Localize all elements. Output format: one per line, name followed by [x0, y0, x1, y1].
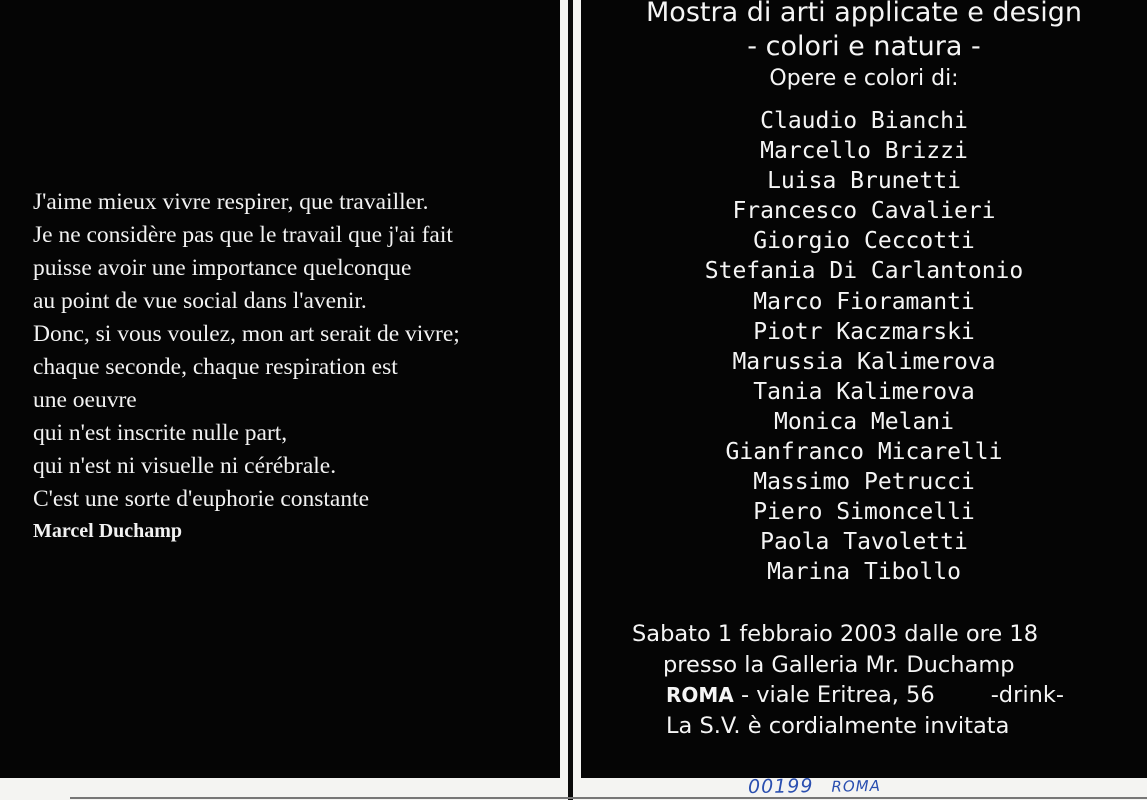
quote-line: qui n'est inscrite nulle part,	[33, 420, 288, 446]
artist-name: Stefania Di Carlantonio	[704, 258, 1024, 285]
artist-name: Paola Tavoletti	[760, 529, 968, 556]
quote-line: C'est une sorte d'euphorie constante	[33, 486, 370, 512]
quote-line: une oeuvre	[33, 387, 137, 413]
artist-name: Massimo Petrucci	[753, 469, 975, 496]
quote-line: Donc, si vous voulez, mon art serait de vivre;	[33, 321, 460, 347]
artist-name: Claudio Bianchi	[760, 108, 968, 134]
quote-line: au point de vue social dans l'avenir.	[33, 288, 367, 314]
artist-name: Gianfranco Micarelli	[725, 439, 1003, 466]
artist-list	[581, 106, 1147, 588]
artist-name: Marina Tibollo	[767, 559, 961, 586]
artists-intro: Opere e colori di:	[769, 66, 959, 91]
exhibition-subtitle: - colori e natura -	[747, 31, 981, 62]
artist-name: Tania Kalimerova	[753, 378, 975, 405]
artist-name: Luisa Brunetti	[767, 168, 961, 195]
artist-name: Marcello Brizzi	[760, 138, 968, 165]
quote-author: Marcel Duchamp	[33, 520, 183, 542]
handwritten-note	[748, 774, 881, 798]
event-address-row	[620, 680, 1140, 711]
handwritten-number: 00199	[747, 775, 814, 799]
artist-name: Monica Melani	[773, 408, 954, 435]
exhibition-title: Mostra di arti applicate e design	[646, 0, 1082, 28]
artist-name: Piero Simoncelli	[753, 499, 975, 526]
handwritten-city: ROMA	[831, 776, 882, 796]
artist-name: Marco Fioramanti	[753, 288, 975, 315]
quote-line: puisse avoir une importance quelconque	[33, 255, 412, 281]
artist-name: Giorgio Ceccotti	[753, 228, 975, 255]
bottom-edge-line	[70, 797, 1147, 799]
fold-divider	[568, 0, 573, 800]
event-date: Sabato 1 febbraio 2003 dalle ore 18	[632, 621, 1039, 647]
event-venue: presso la Galleria Mr. Duchamp	[663, 651, 1015, 678]
artist-name: Piotr Kaczmarski	[753, 318, 975, 345]
duchamp-quote	[33, 186, 553, 546]
artist-name: Marussia Kalimerova	[732, 348, 996, 375]
quote-line: chaque seconde, chaque respiration est	[33, 354, 398, 380]
event-invitation: La S.V. è cordialmente invitata	[666, 712, 1010, 739]
event-address: - viale Eritrea, 56	[733, 682, 935, 708]
event-details	[620, 619, 1140, 741]
event-city: ROMA	[666, 683, 734, 707]
quote-line: qui n'est ni visuelle ni cérébrale.	[33, 453, 337, 479]
quote-line: J'aime mieux vivre respirer, que travailler.	[33, 189, 429, 215]
artist-name: Francesco Cavalieri	[732, 198, 996, 225]
event-drink: -drink-	[990, 682, 1064, 708]
quote-line: Je ne considère pas que le travail que j'ai fait	[33, 222, 453, 248]
